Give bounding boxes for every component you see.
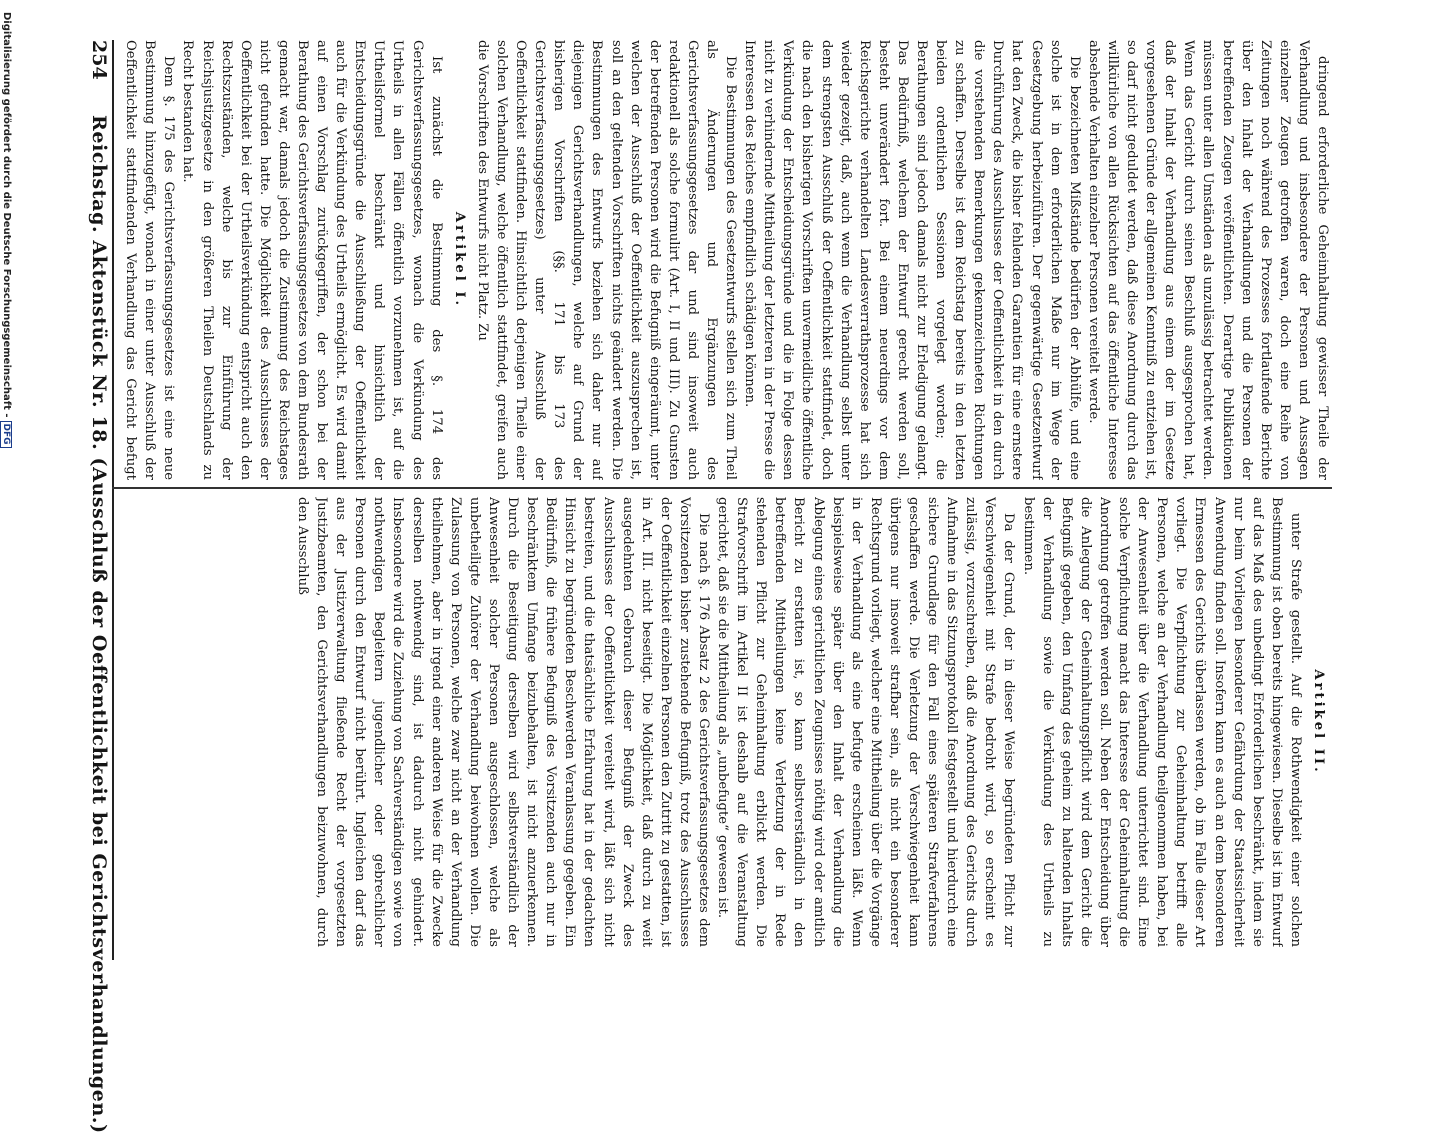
paragraph: dringend erforderliche Geheimhaltung gewisser Theile der Verhandlung und insbesondere der Personen und Aussagen einzelner Zeugen getroffen waren, doch eine Reihe von Zeitungen noch während des Prozesses fortlaufende Berichte über den Inhalt der Verhandlungen und die Personen der betreffenden Zeugen veröffentlichten. Derartige Publikationen müssen unter allen Umständen als unzulässig betrachtet werden. Wenn das Gericht durch seinen Beschluß ausgesprochen hat, daß der Inhalt der Verhandlung aus einem der im Gesetze vorgesehenen Gründe der allgemeinen Kenntniß zu entziehen ist, so darf nicht geduldet werden, daß diese Anordnung durch das willkürliche von allen Rücksichten auf das öffentliche Interesse absehende Verhalten einzelner Personen vereitelt werde. — [1085, 40, 1330, 480]
paragraph: Die nach §. 176 Absatz 2 des Gerichtsverfassungsgesetzes dem Vorsitzenden bisher zustehende Befugniß, trotz des Ausschlusses der Oeffentlichkeit einzelnen Personen den Zutritt zu gestatten, ist in Art. III. nicht beseitigt. Die Möglichkeit, daß durch zu weit ausgedehnten Gebrauch dieser Befugniß der Zweck des Ausschlusses der Oeffentlichkeit vereitelt wird, läßt sich nicht bestreiten, und die thatsächliche Erfahrung hat in der gedachten Hinsicht zu begründeten Beschwerden Veranlassung gegeben. Ein Bedürfniß, die frühere Befugniß des Vorsitzenden auch nur in beschränktem Umfange beizubehalten, ist nicht anzuerkennen. Durch die Beseitigung derselben wird selbstverständlich der Anwesenheit solcher Personen ausgeschlossen, welche als unbetheiligte Zuhörer der Verhandlung beiwohnen wollen. Die Zulassung von Personen, welche zwar nicht an der Verhandlung theilnehmen, aber in irgend einer anderen Weise für die Zwecke derselben nothwendig sind, ist dadurch nicht gehindert. Insbesondere wird die Zuziehung von Sachverständigen sowie von nothwendigen Begleitern jugendlicher oder gebrechlicher Personen durch den Entwurf nicht berührt. Ingleichen darf das aus der Justizverwaltung fließende Recht der vorgesetzten Justizbeamten, den Gerichtsverhandlungen beizuwohnen, durch den Ausschluß — [295, 497, 711, 947]
credit-text: Digitalisierung gefördert durch die Deutsche Forschungsgemeinschaft - — [1, 12, 12, 418]
digitization-credit — [0, 12, 12, 448]
paragraph: Da der Grund, der in dieser Weise begründeten Pflicht zur Verschwiegenheit mit Strafe bedroht wird, so erscheint es zulässig, vorzuschreiben, daß die Anordnung des Gerichts durch Aufnahme in das Sitzungsprotokoll festgestellt und hierdurch eine sichere Grundlage für den Fall eines späteren Strafverfahrens geschaffen werde. Die Verletzung der Verschwiegenheit kann übrigens nur insoweit strafbar sein, als nicht ein besonderer Rechtsgrund vorliegt, welcher eine Mittheilung über die Vorgänge in der Verhandlung als eine befugte erscheinen läßt. Wenn beispielsweise später über den Inhalt der Verhandlung die Ablegung eines gerichtlichen Zeugnisses nöthig wird oder amtlich Bericht zu erstatten ist, so kann selbstverständlich in den betreffenden Mittheilungen keine Verletzung der in Rede stehenden Pflicht zur Geheimhaltung erblickt werden. Die Strafvorschrift im Artikel II ist deshalb auf die Veranstaltung gerichtet, daß sie die Mittheilung als „unbefugte“ gewesen ist. — [715, 497, 1017, 947]
dfg-logo: DFG — [0, 421, 12, 448]
paragraph: Die Bestimmungen des Gesetzentwurfs stellen sich zum Theil als Änderungen und Ergänzungen des Gerichtsverfassungsgesetzes dar und sind insoweit auch redaktionell als solche formulirt (Art. I, II und III). Zu Gunsten der betreffenden Personen wird die Befugniß eingeräumt, unter welchen der Ausschluß der Oeffentlichkeit auszusprechen ist, soll an den geltenden Vorschriften nichts geändert werden. Die Bestimmungen des Entwurfs beziehen sich daher nur auf diejenigen Gerichtsverhandlungen, welche auf Grund der bisherigen Vorschriften (§§. 171 bis 173 des Gerichtsverfassungsgesetzes) unter Ausschluß der Oeffentlichkeit stattfinden. Hinsichtlich derjenigen Theile einer solchen Verhandlung, welche öffentlich stattfindet, greifen auch die Vorschriften des Entwurfs nicht Platz. Zu — [474, 40, 739, 480]
running-title: Reichstag. Aktenstück Nr. 18. (Ausschluß der Oeffentlichkeit bei Gerichtsverhandlungen.) — [88, 115, 110, 1134]
paragraph: Ist zunächst die Bestimmung des §. 174 des Gerichtsverfassungsgesetzes, wonach die Verkündung des Urtheils in allen Fällen öffentlich vorzunehmen ist, auf die Urtheilsformel beschränkt und hinsichtlich der Entscheidungsgründe die Ausschließung der Oeffentlichkeit auch für die Verkündung des Urtheils ermöglicht. Es wird damit auf einen Vorschlag zurückgegriffen, der schon bei der Berathung des Gerichtsverfassungsgesetzes von dem Bundesrath gemacht war, damals jedoch die Zustimmung des Reichstages nicht gefunden hatte. Die Möglichkeit des Ausschlusses der Oeffentlichkeit bei der Urtheilsverkündung entspricht auch den Rechtszuständen, welche bis zur Einführung der Reichsjustizgesetze in den größeren Theilen Deutschlands zu Recht bestanden hat. — [180, 40, 444, 480]
right-column — [122, 497, 1332, 947]
paragraph: Die bezeichneten Mißstände bedürfen der Abhülfe, und eine solche ist in dem erforderlichen Maße nur im Wege der Gesetzgebung herbeizuführen. Der gegenwärtige Gesetzentwurf hat den Zweck, die bisher fehlenden Garantien für eine ernstere Durchführung des Ausschlusses der Oeffentlichkeit in den durch die vorstehenden Bemerkungen gekennzeichneten Richtungen zu schaffen. Derselbe ist dem Reichstag bereits in den letzten beiden ordentlichen Sessionen vorgelegt worden; die Berathungen sind jedoch damals nicht zur Erledigung gelangt. Das Bedürfniß, welchem der Entwurf gerecht werden soll, besteht unverändert fort. Bei einem neuerdings vor dem Reichsgerichte verhandelten Landesverrathsprozesse hat sich wieder gezeigt, daß, auch wenn die Verhandlung selbst unter dem strengsten Ausschluß der Oeffentlichkeit stattfindet, doch die nach den bisherigen Vorschriften unvermeidliche öffentliche Verkündung der Entscheidungsgründe und die in Folge dessen nicht zu verhindernde Mittheilung der letzteren in der Presse die Interessen des Reiches empfindlich schädigen können. — [742, 40, 1082, 480]
page-header — [80, 40, 110, 1134]
paragraph: unter Strafe gestellt. Auf die Rothwendigkeit einer solchen Bestimmung ist oben bereits hingewiesen. Dieselbe ist im Entwurf auf das Maß des unbedingt Erforderlichen beschränkt, indem sie nur beim Vorliegen besonderer Gefährdung der Staatssicherheit Anwendung finden soll. Insofern kann es auch an dem besonderen Ermessen des Gerichts überlassen werden, ob im Falle dieser Art vorliegt. Die Verpflichtung zur Geheimhaltung betrifft alle Personen, welche an der Verhandlung theilgenommen haben, bei der Anwesenheit über die Verhandlung unterrichtet sind. Eine solche Verpflichtung macht das Interesse der Geheimhaltung die Anordnung getroffen werden soll. Neben der Entscheidung über die Anlegung der Geheimhaltungspflicht wird dem Gericht die Befugniß gegeben, den Umfang des geheim zu haltenden Inhalts der Verhandlung sowie die Verkündung des Urtheils zu bestimmen. — [1020, 497, 1303, 947]
column-divider — [112, 487, 1332, 489]
article-heading: Artikel I. — [451, 211, 467, 309]
left-column — [122, 40, 1332, 480]
header-rule — [112, 40, 114, 960]
article-heading: Artikel II. — [1311, 669, 1326, 775]
page-number: 254 — [88, 40, 110, 80]
paragraph: Dem §. 175 des Gerichtsverfassungsgesetzes ist eine neue Bestimmung hinzugefügt, wonach in einer unter Ausschluß der Oeffentlichkeit stattfindenden Verhandlung das Gericht befugt — [123, 40, 177, 480]
